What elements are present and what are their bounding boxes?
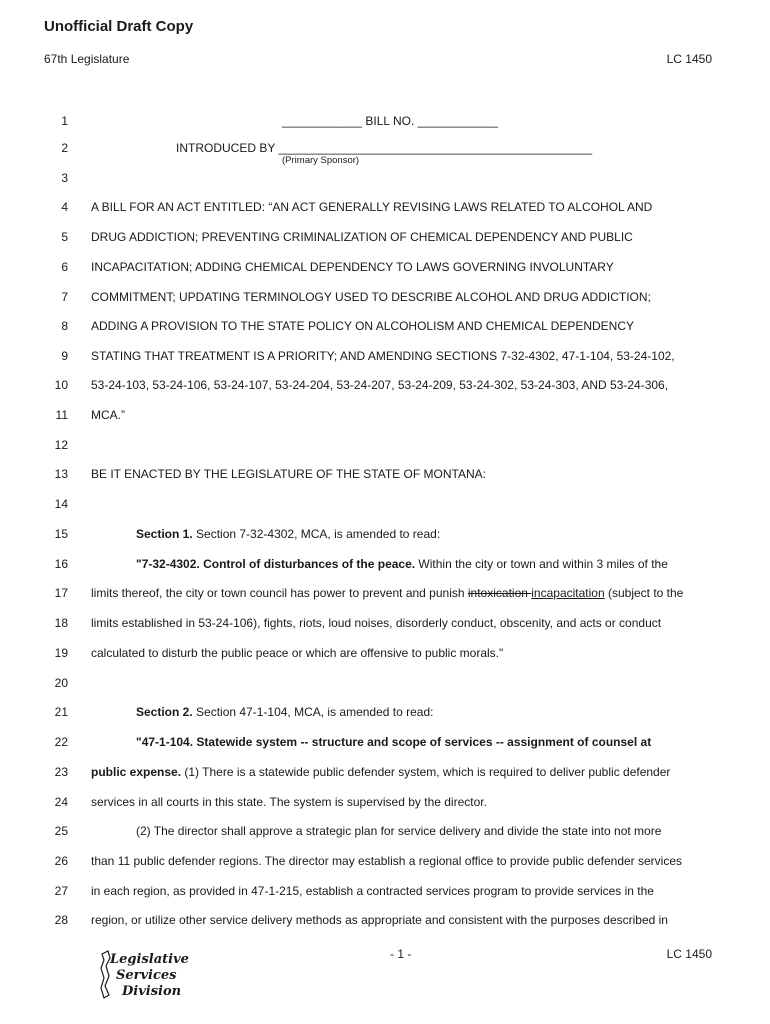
- line-2: [0, 139, 770, 157]
- line-19: [0, 644, 770, 662]
- line-number: 22: [54, 735, 68, 749]
- statute-text: limits thereof, the city or town council has power to prevent and punish: [91, 586, 468, 600]
- line-number: 11: [55, 408, 68, 422]
- line-text: [91, 763, 670, 781]
- line-text: A BILL FOR AN ACT ENTITLED: “AN ACT GENERALLY REVISING LAWS RELATED TO ALCOHOL AND: [91, 200, 653, 214]
- line-number: 12: [54, 438, 68, 452]
- line-text: calculated to disturb the public peace or which are offensive to public morals.": [91, 646, 504, 660]
- line-11: [0, 406, 770, 424]
- line-14: [0, 495, 770, 513]
- bill-number-line: ____________ BILL NO. ____________: [282, 114, 498, 128]
- line-number: 3: [61, 171, 68, 185]
- line-text: limits established in 53-24-106), fights, riots, loud noises, disorderly conduct, obscenity, and acts or conduct: [91, 616, 662, 630]
- draft-title: Unofficial Draft Copy: [44, 18, 194, 35]
- line-3: [0, 169, 770, 187]
- introduced-by-line: INTRODUCED BY _______________________________________________: [176, 141, 593, 155]
- section-1-label: Section 1.: [136, 527, 193, 541]
- line-number: 10: [54, 378, 68, 392]
- line-number: 26: [54, 854, 68, 868]
- line-20: [0, 674, 770, 692]
- line-text: services in all courts in this state. The system is supervised by the director.: [91, 795, 487, 809]
- line-text: MCA.”: [91, 408, 125, 422]
- line-10: [0, 376, 770, 394]
- line-1: [0, 112, 770, 130]
- statute-text: (1) There is a statewide public defender system, which is required to deliver public defender: [181, 765, 671, 779]
- line-number: 16: [54, 557, 68, 571]
- line-text: COMMITMENT; UPDATING TERMINOLOGY USED TO DESCRIBE ALCOHOL AND DRUG ADDICTION;: [91, 290, 651, 304]
- line-22: [0, 733, 770, 751]
- line-21: [0, 703, 770, 721]
- lc-number-header: LC 1450: [666, 52, 712, 66]
- line-4: [0, 198, 770, 216]
- line-text: 53-24-103, 53-24-106, 53-24-107, 53-24-204, 53-24-207, 53-24-209, 53-24-302, 53-24-303, AND 53-24-306,: [91, 378, 669, 392]
- lc-number-footer: LC 1450: [666, 947, 712, 961]
- line-number: 7: [61, 290, 68, 304]
- line-number: 14: [54, 497, 68, 511]
- line-text: than 11 public defender regions. The director may establish a regional office to provide public defender services: [91, 854, 683, 868]
- line-number: 24: [54, 795, 68, 809]
- line-16: [0, 555, 770, 573]
- line-9: [0, 347, 770, 365]
- line-number: 6: [61, 260, 68, 274]
- line-7: [0, 288, 770, 306]
- legislature-label: 67th Legislature: [44, 52, 130, 66]
- inserted-text: incapacitation: [531, 586, 605, 600]
- line-number: 9: [61, 349, 68, 363]
- section-2-text: Section 47-1-104, MCA, is amended to read:: [192, 705, 434, 719]
- page-number: - 1 -: [390, 947, 412, 961]
- line-text: [136, 555, 668, 573]
- line-number: 20: [54, 676, 68, 690]
- line-28: [0, 911, 770, 929]
- line-text: region, or utilize other service delivery methods as appropriate and consistent with the purposes described in: [91, 913, 668, 927]
- line-26: [0, 852, 770, 870]
- montana-outline-icon: [101, 951, 110, 998]
- line-12: [0, 436, 770, 454]
- line-8: [0, 317, 770, 335]
- stricken-text: intoxication: [467, 586, 532, 600]
- enacting-clause: BE IT ENACTED BY THE LEGISLATURE OF THE STATE OF MONTANA:: [91, 467, 486, 481]
- logo-line-3: Division: [122, 984, 182, 999]
- line-text: INCAPACITATION; ADDING CHEMICAL DEPENDENCY TO LAWS GOVERNING INVOLUNTARY: [91, 260, 614, 274]
- line-18: [0, 614, 770, 632]
- line-number: 28: [54, 913, 68, 927]
- line-number: 18: [54, 616, 68, 630]
- logo-line-2: Services: [116, 968, 177, 983]
- section-1-heading: [136, 525, 440, 543]
- line-23: [0, 763, 770, 781]
- primary-sponsor-label: (Primary Sponsor): [282, 155, 360, 166]
- line-number: 25: [54, 824, 68, 838]
- line-text: [91, 584, 683, 602]
- line-number: 8: [61, 319, 68, 333]
- line-25: [0, 822, 770, 840]
- line-15: [0, 525, 770, 543]
- section-2-label: Section 2.: [136, 705, 193, 719]
- line-number: 15: [54, 527, 68, 541]
- line-number: 21: [54, 705, 68, 719]
- line-number: 23: [54, 765, 68, 779]
- line-5: [0, 228, 770, 246]
- statute-title: public expense.: [91, 765, 182, 779]
- statute-title: "7-32-4302. Control of disturbances of the peace.: [136, 557, 416, 571]
- line-text: (2) The director shall approve a strategic plan for service delivery and divide the state into not more: [136, 824, 662, 838]
- line-number: 17: [54, 586, 68, 600]
- line-number: 19: [54, 646, 68, 660]
- line-number: 27: [54, 884, 68, 898]
- line-24: [0, 793, 770, 811]
- logo-line-1: Legislative: [110, 952, 189, 967]
- line-number: 4: [61, 200, 68, 214]
- line-number: 13: [54, 467, 68, 481]
- legislative-services-division-logo: [98, 948, 198, 1000]
- line-text: ADDING A PROVISION TO THE STATE POLICY ON ALCOHOLISM AND CHEMICAL DEPENDENCY: [91, 319, 635, 333]
- section-2-heading: [136, 703, 433, 721]
- line-17: [0, 584, 770, 602]
- line-6: [0, 258, 770, 276]
- line-27: [0, 882, 770, 900]
- statute-text: Within the city or town and within 3 miles of the: [415, 557, 668, 571]
- section-1-text: Section 7-32-4302, MCA, is amended to read:: [192, 527, 441, 541]
- line-text: DRUG ADDICTION; PREVENTING CRIMINALIZATION OF CHEMICAL DEPENDENCY AND PUBLIC: [91, 230, 633, 244]
- statute-title: "47-1-104. Statewide system -- structure and scope of services -- assignment of counsel at: [136, 735, 652, 749]
- line-text: in each region, as provided in 47-1-215, establish a contracted services program to provide services in the: [91, 884, 654, 898]
- line-number: 2: [61, 141, 68, 155]
- line-number: 1: [61, 114, 68, 128]
- line-text: STATING THAT TREATMENT IS A PRIORITY; AND AMENDING SECTIONS 7-32-4302, 47-1-104, 53-24-102,: [91, 349, 675, 363]
- line-13: [0, 465, 770, 483]
- statute-text: (subject to the: [604, 586, 684, 600]
- line-number: 5: [61, 230, 68, 244]
